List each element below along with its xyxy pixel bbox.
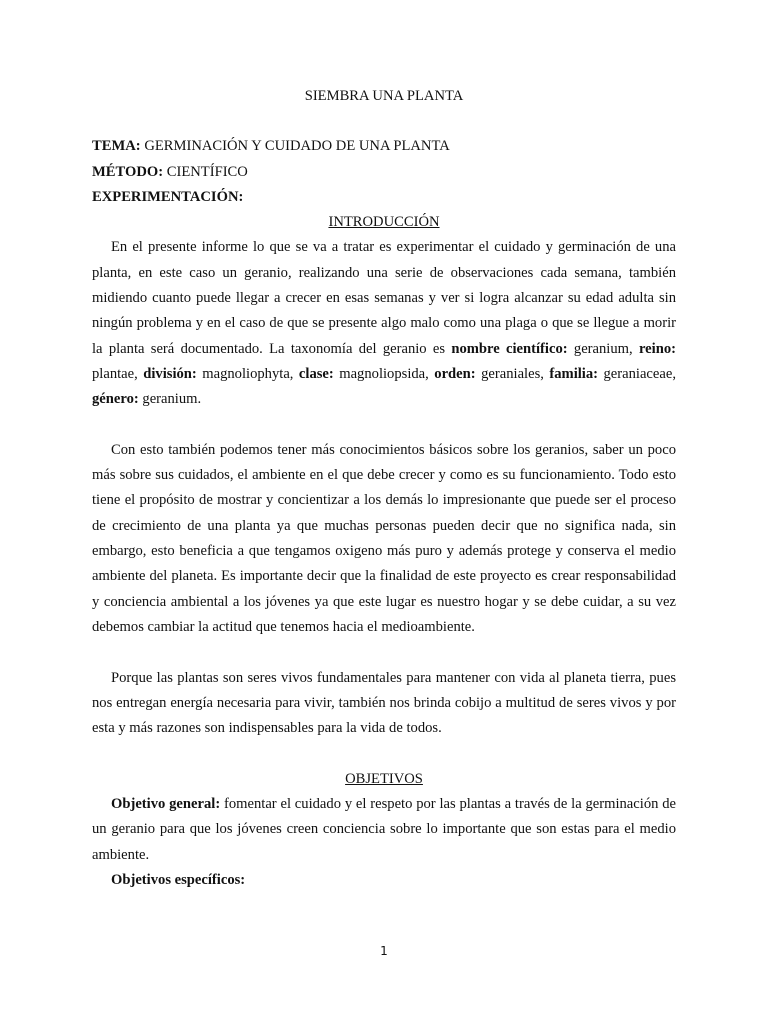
genero-label: género: bbox=[92, 391, 139, 408]
nombre-cientifico-label: nombre científico: bbox=[451, 340, 568, 357]
intro-p1-text: En el presente informe lo que se va a tratar es experimentar el cuidado y germinación de una planta, en este caso un geranio, realizando una serie de observaciones cada semana, también midiendo cuanto puede llegar a crecer en esas semanas y ver si logra alcanzar su edad adulta sin ningún problema y en el caso de que se presente algo malo como una plaga o que se llegue a morir la planta será documentado. La taxonomía del geranio es bbox=[92, 239, 676, 357]
experimentacion-line bbox=[92, 185, 676, 210]
metodo-label: MÉTODO: bbox=[92, 163, 164, 180]
spacer bbox=[92, 413, 676, 438]
objetivos-heading: OBJETIVOS bbox=[345, 770, 423, 787]
metodo-line bbox=[92, 160, 676, 185]
orden-value: geraniales, bbox=[475, 365, 550, 382]
spacer bbox=[92, 741, 676, 766]
intro-paragraph-2: Con esto también podemos tener más conocimientos básicos sobre los geranios, saber un poco más sobre sus cuidados, el ambiente en el que debe crecer y como es su funcionamiento. Todo esto tiene el propósito de mostrar y concientizar a los demás lo impresionante que puede ser el proceso de crecimiento de una planta ya que muchas personas pueden decir que no significa nada, sin embargo, esto beneficia a que tengamos oxigeno más puro y además protege y conserva el medio ambiente del planeta. Es importante decir que la finalidad de este proyecto es crear responsabilidad y conciencia ambiental a los jóvenes ya que este lugar es nuestro hogar y se debe cuidar, a su vez debemos cambiar la actitud que tenemos hacia el medioambiente. bbox=[92, 441, 676, 635]
experimentacion-label: EXPERIMENTACIÓN: bbox=[92, 188, 244, 205]
metodo-value: CIENTÍFICO bbox=[166, 163, 248, 180]
reino-value: plantae, bbox=[92, 365, 144, 382]
clase-label: clase: bbox=[298, 365, 334, 382]
tema-line bbox=[92, 134, 676, 159]
spacer bbox=[92, 640, 676, 665]
objetivo-general-paragraph bbox=[92, 792, 676, 868]
intro-paragraph-1 bbox=[92, 235, 676, 412]
genero-value: geranium. bbox=[138, 391, 202, 408]
reino-label: reino: bbox=[638, 340, 676, 357]
division-label: división: bbox=[143, 365, 197, 382]
document-page bbox=[92, 84, 676, 893]
spacer bbox=[92, 109, 676, 134]
tema-label: TEMA: bbox=[92, 138, 141, 155]
tema-value: GERMINACIÓN Y CUIDADO DE UNA PLANTA bbox=[144, 138, 450, 155]
nombre-cientifico-value: geranium, bbox=[567, 340, 639, 357]
objetivo-general-label: Objetivo general: bbox=[111, 796, 221, 813]
objetivo-general-text: fomentar el cuidado y el respeto por las plantas a través de la germinación de un geranio para que los jóvenes creen conciencia sobre lo importante que son estas para el medio ambiente. bbox=[92, 796, 676, 863]
document-title: SIEMBRA UNA PLANTA bbox=[304, 88, 464, 104]
familia-value: geraniaceae, bbox=[598, 365, 676, 382]
page-number: 1 bbox=[380, 944, 388, 958]
objetivos-especificos-label: Objetivos específicos: bbox=[111, 871, 246, 888]
intro-paragraph-3: Porque las plantas son seres vivos fundamentales para mantener con vida al planeta tierra, pues nos entregan energía necesaria para vivir, también nos brinda cobijo a multitud de seres vivos y por esta y más razones son indispensables para la vida de todos. bbox=[92, 669, 676, 737]
orden-label: orden: bbox=[434, 365, 476, 382]
introduccion-heading: INTRODUCCIÓN bbox=[328, 214, 440, 231]
division-value: magnoliophyta, bbox=[196, 365, 299, 382]
objetivos-especificos-paragraph bbox=[92, 868, 676, 893]
clase-value: magnoliopsida, bbox=[333, 365, 435, 382]
familia-label: familia: bbox=[549, 365, 599, 382]
